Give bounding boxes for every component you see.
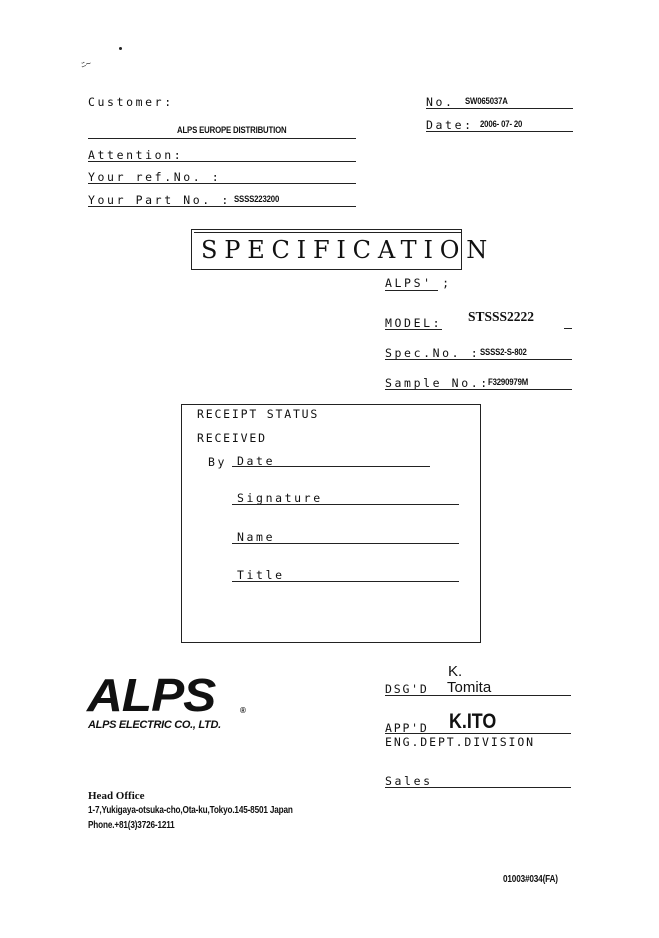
sales-underline: [385, 787, 571, 788]
alps-logo: ALPS: [87, 669, 216, 721]
customer-underline: [88, 138, 356, 139]
part-underline: [88, 206, 356, 207]
customer-label: Customer:: [88, 95, 174, 109]
dsg-label: DSG'D: [385, 682, 429, 696]
footer-code: 01003#034(FA): [503, 874, 558, 885]
alps-label: ALPS' ;: [385, 276, 452, 290]
date-field-label: Date: [237, 454, 276, 468]
receipt-signature-line: [232, 504, 459, 505]
date-label: Date:: [426, 118, 474, 132]
spec-label: Spec.No. :: [385, 346, 481, 360]
receipt-name-line: [232, 543, 459, 544]
model-tail-mark: [564, 328, 572, 329]
doc-no-label: No.: [426, 95, 455, 109]
received-label: RECEIVED: [197, 431, 267, 445]
sample-label: Sample No.:: [385, 376, 490, 390]
signature-field-label: Signature: [237, 491, 323, 505]
scan-mark: ﾆ~: [80, 58, 93, 72]
doc-no-underline: [426, 108, 573, 109]
dept-label: ENG.DEPT.DIVISION: [385, 735, 536, 749]
attention-underline: [88, 161, 356, 162]
scan-speck: [119, 47, 122, 50]
document-title: SPECIFICATION: [201, 236, 495, 264]
app-underline: [385, 733, 571, 734]
registered-mark: ®: [240, 706, 246, 715]
attention-label: Attention:: [88, 148, 184, 162]
company-phone: Phone.+81(3)3726-1211: [88, 820, 175, 831]
date-value: 2006- 07- 20: [480, 119, 523, 130]
dsg-initial: K.: [448, 663, 463, 680]
receipt-title-line: [232, 581, 459, 582]
receipt-date-line: [232, 466, 430, 467]
model-label: MODEL:: [385, 316, 443, 330]
head-office-label: Head Office: [88, 790, 145, 802]
part-value: SSSS223200: [234, 194, 280, 205]
receipt-status-title: RECEIPT STATUS: [197, 407, 320, 421]
ref-label: Your ref.No. :: [88, 170, 222, 184]
part-label: Your Part No. :: [88, 193, 231, 207]
spec-value: SSSS2-S-802: [480, 347, 527, 358]
sales-label: Sales: [385, 774, 433, 788]
name-field-label: Name: [237, 530, 276, 544]
model-underline: [385, 329, 442, 330]
spec-underline: [385, 359, 572, 360]
by-label: By: [208, 455, 228, 469]
app-label: APP'D: [385, 721, 429, 735]
model-value: STSSS2222: [468, 309, 535, 324]
doc-no-value: SW065037A: [465, 96, 508, 107]
dsg-underline: [385, 695, 571, 696]
customer-name: ALPS EUROPE DISTRIBUTION: [177, 125, 287, 136]
sample-underline: [385, 389, 572, 390]
company-name: ALPS ELECTRIC CO., LTD.: [88, 719, 221, 731]
app-name: K.ITO: [449, 710, 497, 733]
title-field-label: Title: [237, 568, 285, 582]
date-underline: [426, 131, 573, 132]
alps-underline: [385, 290, 438, 291]
ref-underline: [88, 183, 356, 184]
company-address: 1-7,Yukigaya-otsuka-cho,Ota-ku,Tokyo.145-8501 Japan: [88, 805, 293, 816]
sample-value: F3290979M: [488, 377, 529, 388]
dsg-name: Tomita: [447, 679, 492, 696]
